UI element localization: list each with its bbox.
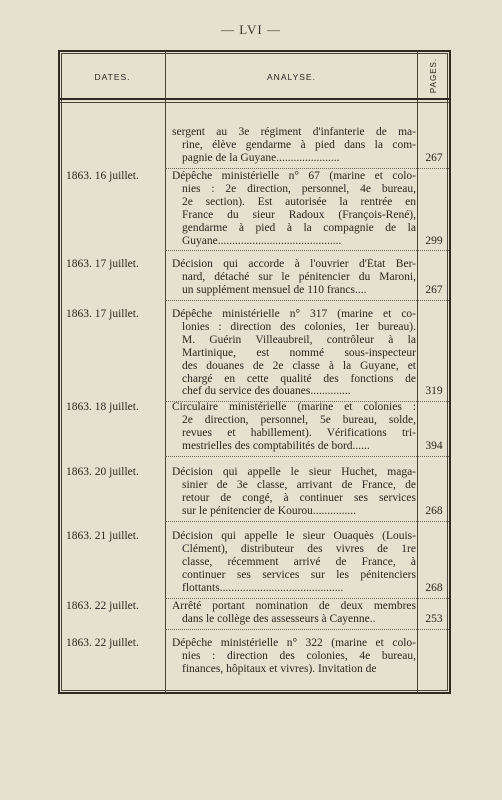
entry-analysis [172,530,416,595]
analysis-line: 2e direction, personnel, 5e bureau, solde, [182,413,416,426]
analysis-line: Clément), distributeur des vivres de 1re [182,542,416,555]
header-rule-thin [60,102,449,103]
entry-page-ref: 253 [425,612,443,625]
analysis-line: lonies : direction des colonies, 1er bureau). [182,320,416,333]
entry-separator [165,168,449,169]
header-pages-label: PAGES. [429,57,439,93]
header-pages [418,52,449,98]
analysis-line: revues et habillement). Vérifications tri- [182,426,416,439]
header-analyse: ANALYSE. [267,72,316,82]
analysis-line: gendarme à pied à la compagnie de la [182,221,416,234]
analysis-line: Dépêche ministérielle n° 67 (marine et colo- [172,170,416,182]
analysis-line: Dépêche ministérielle n° 317 (marine et co- [172,308,416,320]
analysis-line: M. Guérin Villeaubreil, contrôleur à la [182,333,416,346]
entry-page-ref: 394 [425,439,443,452]
table-frame [58,50,451,694]
entry-date: 1863. 17 juillet. [66,258,139,270]
entry-page-ref: 267 [425,283,443,296]
entry-analysis [172,258,416,297]
analysis-line: continuer ses services sur les pénitenciers [182,568,416,581]
analysis-line: nard, détaché sur le pénitencier du Maroni, [182,270,416,283]
entry-analysis [172,126,416,165]
entry-separator [165,300,449,301]
analysis-line: flottants........................................... [182,581,344,594]
entry-separator [165,629,449,630]
entry-page-ref: 267 [425,151,443,164]
analysis-line: retour de congé, à continuer ses services [182,491,416,504]
entry-page-ref: 268 [425,581,443,594]
analysis-line: classe, récemment arrivé de France, à [182,555,416,568]
header-rule [60,98,449,100]
entry-separator [165,456,449,457]
entry-analysis [172,600,416,626]
entry-analysis [172,401,416,453]
column-divider-dates [165,52,166,692]
analysis-line: dans le collège des assesseurs à Cayenne.. [182,612,376,625]
analysis-line: rine, élève gendarme à pied dans la com- [182,138,416,151]
analysis-line: chargé en cette qualité des fonctions de [182,372,416,385]
analysis-line: finances, hôpitaux et vivres). Invitation de [182,662,377,675]
entry-separator [165,250,449,251]
analysis-line: sinier de 3e classe, arrivant de France, de [182,478,416,491]
analysis-line: Circulaire ministérielle (marine et colonies : [172,401,416,413]
analysis-line: Guyane........................................... [182,234,342,247]
analysis-line: Décision qui appelle le sieur Ouaquès (Louis- [172,530,416,542]
entry-date: 1863. 21 juillet. [66,530,139,542]
entry-date: 1863. 22 juillet. [66,600,139,612]
analysis-line: un supplément mensuel de 110 francs.... [182,283,367,296]
analysis-line: nies : direction des colonies, 4e bureau, [182,649,416,662]
column-divider-pages [417,52,418,692]
entry-page-ref: 268 [425,504,443,517]
entry-separator [165,598,449,599]
analysis-line: nies : 2e direction, personnel, 4e bureau, [182,182,416,195]
entry-date: 1863. 17 juillet. [66,308,139,320]
page-number: — LVI — [221,22,281,37]
analysis-line: chef du service des douanes.............. [182,385,351,398]
analysis-line: mestrielles des comptabilités de bord...... [182,439,370,452]
header-dates: DATES. [94,72,131,82]
analysis-line: des douanes de 2e classe à la Guyane, et [182,359,416,372]
analysis-line: pagnie de la Guyane...................... [182,151,340,164]
entry-analysis [172,637,416,676]
analysis-line: sergent au 3e régiment d'infanterie de ma- [172,126,416,138]
entry-analysis [172,308,416,398]
entry-separator [165,521,449,522]
analysis-line: Décision qui accorde à l'ouvrier d'État Ber- [172,258,416,270]
analysis-line: Martinique, est nommé sous-inspecteur [182,346,416,359]
entry-analysis [172,170,416,247]
entry-date: 1863. 20 juillet. [66,466,139,478]
entry-date: 1863. 22 juillet. [66,637,139,649]
entry-analysis [172,466,416,518]
entry-date: 1863. 16 juillet. [66,170,139,182]
analysis-line: Décision qui appelle le sieur Huchet, maga- [172,466,416,478]
analysis-line: sur le pénitencier de Kourou............... [182,504,357,517]
analysis-line: 2e section). Est autorisée la rentrée en [182,195,416,208]
entry-date: 1863. 18 juillet. [66,401,139,413]
analysis-line: Dépêche ministérielle n° 322 (marine et colo- [172,637,416,649]
entry-page-ref: 299 [425,234,443,247]
analysis-line: France du sieur Radoux (François-René), [182,208,416,221]
entry-page-ref: 319 [425,385,443,398]
analysis-line: Arrêté portant nomination de deux membres [172,600,416,612]
